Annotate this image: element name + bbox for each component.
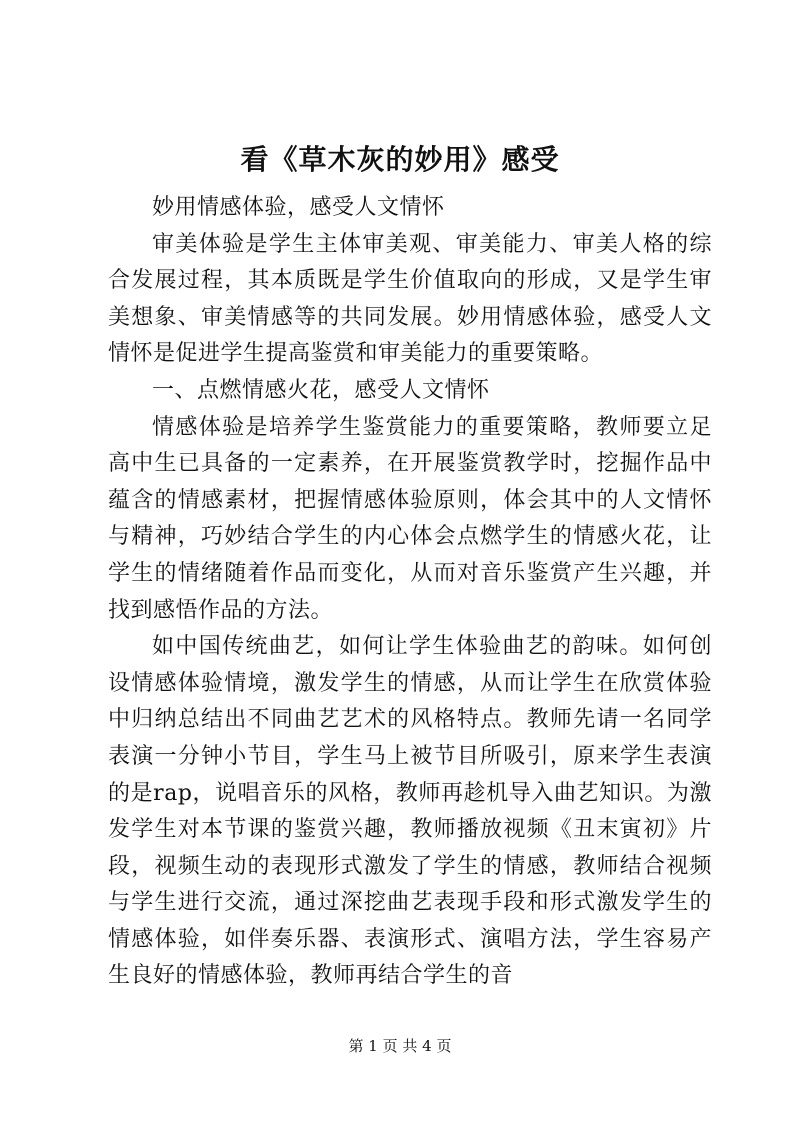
paragraph-emotional-experience: 情感体验是培养学生鉴赏能力的重要策略，教师要立足高中生已具备的一定素养，在开展鉴赏教学时，挖掘作品中蕴含的情感素材，把握情感体验原则，体会其中的人文情怀与精神，巧妙结合学生的内心体会点燃学生的情感火花，让学生的情绪随着作品而变化，从而对音乐鉴赏产生兴趣，并找到感悟作品的方法。 — [108, 414, 712, 623]
paragraph-aesthetic-experience: 审美体验是学生主体审美观、审美能力、审美人格的综合发展过程，其本质既是学生价值取向的形成，又是学生审美想象、审美情感等的共同发展。妙用情感体验，感受人文情怀是促进学生提高鉴赏和审美能力的重要策略。 — [108, 231, 712, 367]
document-body — [108, 190, 712, 995]
page-number-footer: 第 1 页 共 4 页 — [348, 1037, 452, 1055]
section-heading-1: 一、点燃情感火花，感受人文情怀 — [152, 377, 490, 403]
paragraph-traditional-quyi-example: 如中国传统曲艺，如何让学生体验曲艺的韵味。如何创设情感体验情境，激发学生的情感，从而让学生在欣赏体验中归纳总结出不同曲艺艺术的风格特点。教师先请一名同学表演一分钟小节目，学生马上被节目所吸引，原来学生表演的是rap，说唱音乐的风格，教师再趁机导入曲艺知识。为激发学生对本节课的鉴赏兴趣，教师播放视频《丑末寅初》片段，视频生动的表现形式激发了学生的情感，教师结合视频与学生进行交流，通过深挖曲艺表现手段和形式激发学生的情感体验，如伴奏乐器、表演形式、演唱方法，学生容易产生良好的情感体验，教师再结合学生的音 — [108, 634, 712, 989]
paragraph-subtitle: 妙用情感体验，感受人文情怀 — [152, 195, 445, 220]
document-title: 看《草木灰的妙用》感受 — [240, 143, 560, 176]
